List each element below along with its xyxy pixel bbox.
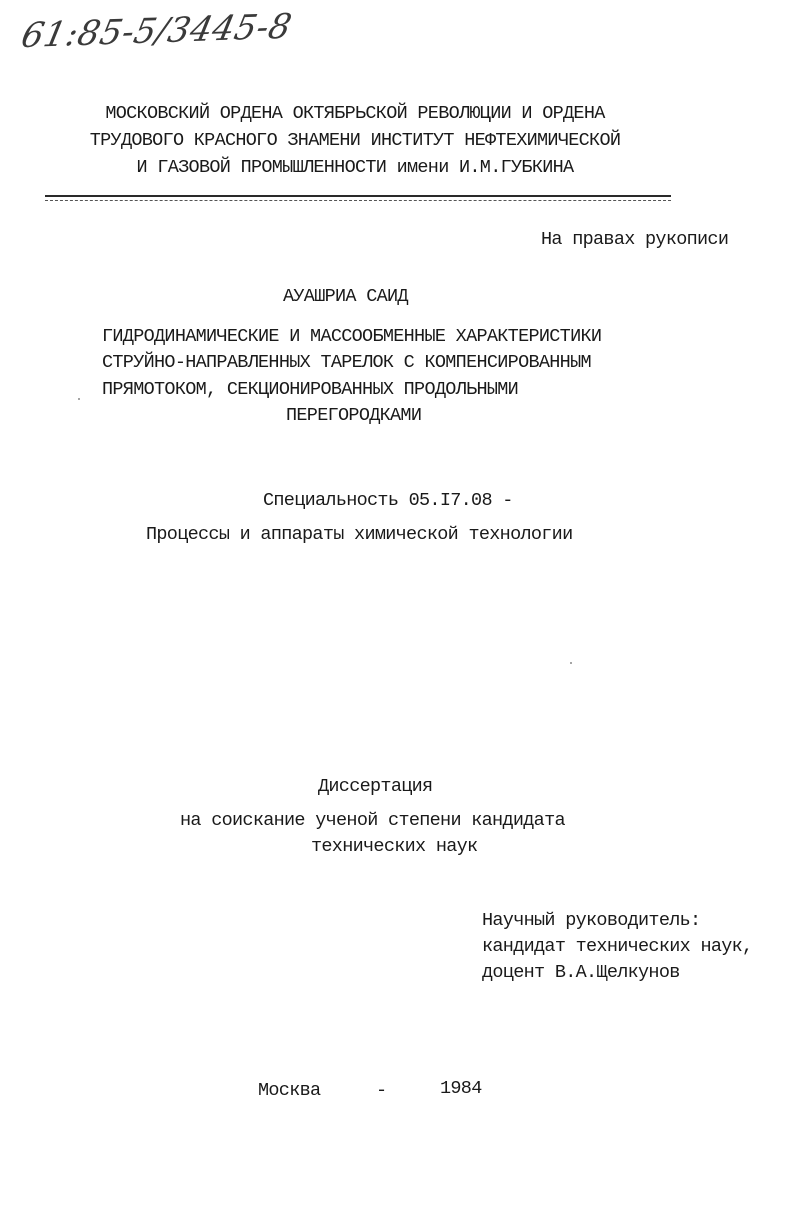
specialty-name: Процессы и аппараты химической технологии [146, 524, 573, 545]
institute-line-2: ТРУДОВОГО КРАСНОГО ЗНАМЕНИ ИНСТИТУТ НЕФТЕХИМИЧЕСКОЙ [89, 130, 621, 151]
dissertation-degree: на соискание ученой степени кандидата [180, 810, 565, 831]
title-line-2: СТРУЙНО-НАПРАВЛЕННЫХ ТАРЕЛОК С КОМПЕНСИРОВАННЫМ [102, 352, 591, 373]
scan-speck [78, 398, 80, 400]
author-name: АУАШРИА САИД [283, 286, 408, 307]
title-line-1: ГИДРОДИНАМИЧЕСКИЕ И МАССООБМЕННЫЕ ХАРАКТЕРИСТИКИ [102, 326, 602, 347]
institute-line-3: И ГАЗОВОЙ ПРОМЫШЛЕННОСТИ имени И.М.ГУБКИНА [136, 157, 574, 178]
footer-dash: - [376, 1080, 387, 1101]
specialty-code: Специальность 05.I7.08 - [263, 490, 513, 511]
footer-year: 1984 [440, 1078, 482, 1099]
manuscript-rights-note: На правах рукописи [541, 229, 729, 250]
supervisor-name: доцент В.А.Щелкунов [482, 962, 680, 983]
title-line-4: ПЕРЕГОРОДКАМИ [286, 405, 422, 426]
dissertation-label: Диссертация [318, 776, 433, 797]
institute-line-1: МОСКОВСКИЙ ОРДЕНА ОКТЯБРЬСКОЙ РЕВОЛЮЦИИ И ОРДЕНА [105, 103, 605, 124]
header-rule [45, 195, 671, 197]
footer-city: Москва [258, 1080, 321, 1101]
scan-speck [570, 662, 572, 664]
supervisor-rank: кандидат технических наук, [482, 936, 753, 957]
archive-handwritten-mark: 61:85-5/3445-8 [17, 6, 296, 57]
header-rule-dashed [45, 200, 671, 201]
title-line-3: ПРЯМОТОКОМ, СЕКЦИОНИРОВАННЫХ ПРОДОЛЬНЫМИ [102, 379, 519, 400]
dissertation-field: технических наук [311, 836, 478, 857]
supervisor-heading: Научный руководитель: [482, 910, 701, 931]
